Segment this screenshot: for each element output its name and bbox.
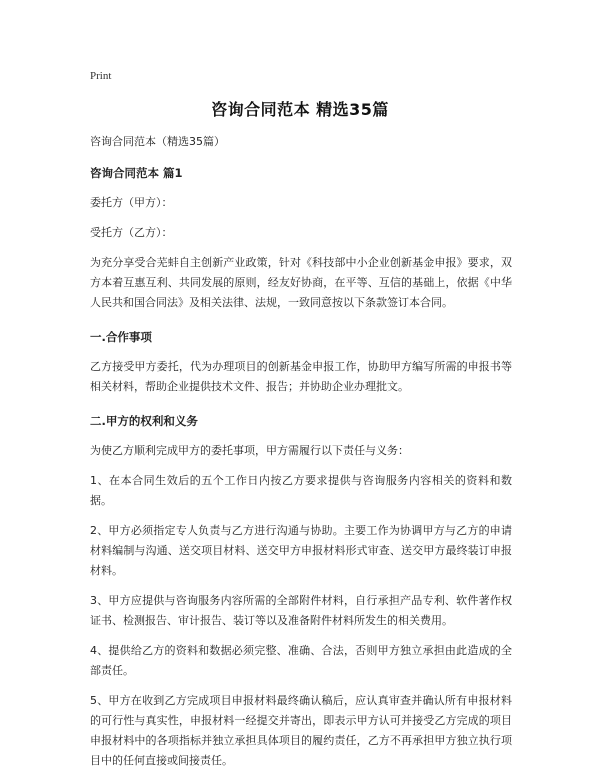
clause-2: 2、甲方必须指定专人负责与乙方进行沟通与协助。主要工作为协调甲方与乙方的申请材料编制与沟通、送交项目材料、送交甲方申报材料形式审查、送交甲方最终装订申报材料。 xyxy=(90,524,512,577)
section-1-body: 乙方接受甲方委托，代为办理项目的创新基金申报工作，协助甲方编写所需的申报书等相关材料，帮助企业提供技术文件、报告；并协助企业办理批文。 xyxy=(90,360,512,393)
section-heading: 咨询合同范本 篇1 xyxy=(90,166,183,180)
document-subtitle: 咨询合同范本（精选35篇） xyxy=(90,135,225,148)
clause-5: 5、甲方在收到乙方完成项目申报材料最终确认稿后，应认真审查并确认所有申报材料的可行性与真实性，申报材料一经提交并寄出，即表示甲方认可并接受乙方完成的项目申报材料中的各项指标并独立承担具体项目的履约责任，乙方不再承担甲方独立执行项目中的任何直接或间接责任。 xyxy=(90,694,512,767)
intro-paragraph: 为充分享受合芜蚌自主创新产业政策，针对《科技部中小企业创新基金申报》要求，双方本着互惠互利、共同发展的原则，经友好协商，在平等、互信的基础上，依据《中华人民共和国合同法》及相关法律、法规，一致同意按以下条款签订本合同。 xyxy=(90,256,512,309)
party-b-line: 受托方（乙方）： xyxy=(90,226,173,239)
document-body xyxy=(90,132,512,771)
page-title: 咨询合同范本 精选35篇 xyxy=(211,100,389,119)
print-label[interactable]: Print xyxy=(90,70,112,82)
section-2-body: 为使乙方顺利完成甲方的委托事项，甲方需履行以下责任与义务： xyxy=(90,444,409,457)
clause-4: 4、提供给乙方的资料和数据必须完整、准确、合法，否则甲方独立承担由此造成的全部责任。 xyxy=(90,644,512,677)
clause-1: 1、在本合同生效后的五个工作日内按乙方要求提供与咨询服务内容相关的资料和数据。 xyxy=(90,474,512,507)
party-a-line: 委托方（甲方）： xyxy=(90,196,173,209)
section-2-heading: 二.甲方的权利和义务 xyxy=(90,414,198,428)
section-1-heading: 一.合作事项 xyxy=(90,330,152,344)
clause-3: 3、甲方应提供与咨询服务内容所需的全部附件材料，自行承担产品专利、软件著作权证书、检测报告、审计报告、装订等以及准备附件材料所发生的相关费用。 xyxy=(90,594,512,627)
